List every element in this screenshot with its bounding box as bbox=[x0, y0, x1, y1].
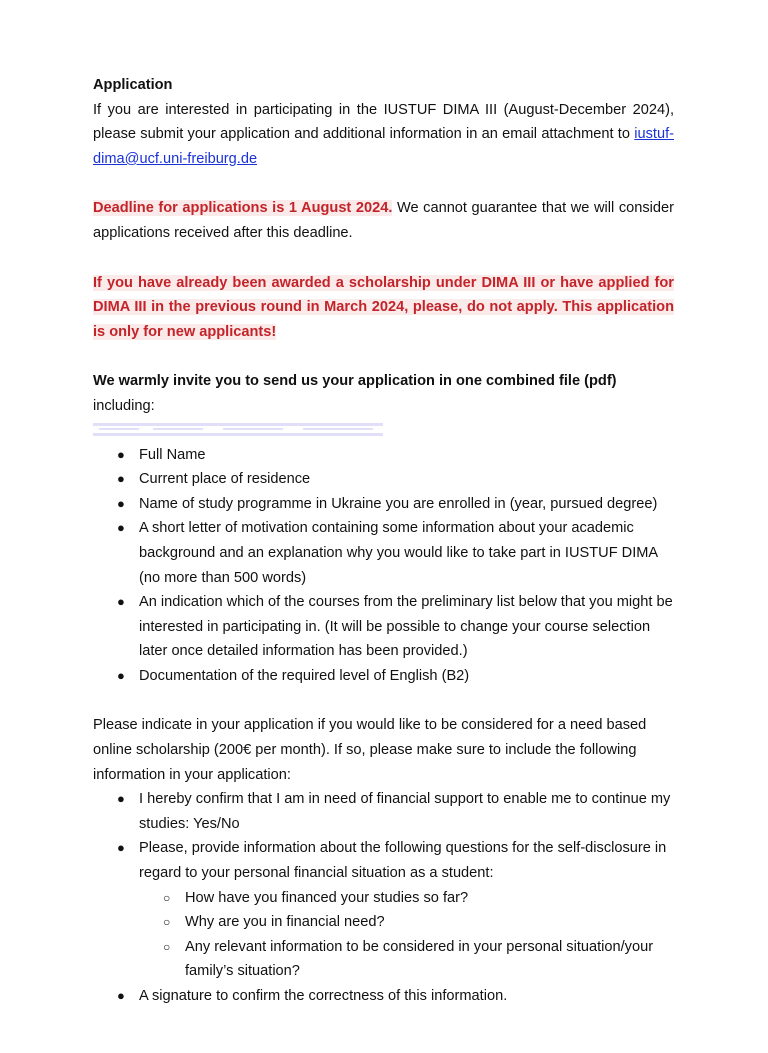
sub-list-item: ○ How have you financed your studies so far? bbox=[139, 886, 674, 911]
list-item: ● I hereby confirm that I am in need of financial support to enable me to continue my studies: Yes/No bbox=[93, 787, 674, 836]
list-item: ● A signature to confirm the correctness of this information. bbox=[93, 984, 674, 1009]
bullet-icon: ● bbox=[117, 594, 125, 610]
invite-rest: including: bbox=[93, 397, 155, 414]
deadline-note: We cannot guarantee that we will consider applications received after this deadline. bbox=[93, 200, 674, 241]
list-item: ● Full Name bbox=[93, 443, 674, 468]
warning-text: If you have already been awarded a scholarship under DIMA III or have applied for DIMA III in the previous round in March 2024, please, do not apply. This application is only for new applicants! bbox=[93, 274, 674, 340]
intro-text: If you are interested in participating in the IUSTUF DIMA III (August-December 2024), please submit your application and additional information in an email attachment to bbox=[93, 101, 674, 143]
bullet-icon: ● bbox=[117, 667, 125, 683]
circle-bullet-icon: ○ bbox=[163, 890, 171, 905]
list-item: ● Name of study programme in Ukraine you are enrolled in (year, pursued degree) bbox=[93, 492, 674, 517]
warning-paragraph bbox=[93, 271, 674, 345]
invite-paragraph bbox=[93, 369, 674, 418]
list-item: ● An indication which of the courses from the preliminary list below that you might be interested in participating in. (It will be possible to change your course selection later once detailed information has been provided.) bbox=[93, 590, 674, 664]
invite-bold: We warmly invite you to send us your application in one combined file (pdf) bbox=[93, 373, 617, 390]
circle-bullet-icon: ○ bbox=[163, 915, 171, 930]
email-link[interactable]: iustuf-dima@ucf.uni-freiburg.de bbox=[93, 126, 674, 167]
list-item: ● Documentation of the required level of English (B2) bbox=[93, 664, 674, 689]
list-item: ● Please, provide information about the following questions for the self-disclosure in regard to your personal financial situation as a student: ○ How have you financed your studies so far? ○ Why are you in financial need? ○ Any relevant information to be considered in your personal situation/your family’s situation? bbox=[93, 836, 674, 984]
sub-list-item: ○ Why are you in financial need? bbox=[139, 910, 674, 935]
circle-bullet-icon: ○ bbox=[163, 939, 171, 954]
bullet-icon: ● bbox=[117, 471, 125, 487]
list-item: ● Current place of residence bbox=[93, 467, 674, 492]
deadline-highlight: Deadline for applications is 1 August 2024. bbox=[93, 200, 393, 217]
deadline-paragraph bbox=[93, 196, 674, 245]
list-item: ● A short letter of motivation containing some information about your academic background and an explanation why you would like to take part in IUSTUF DIMA (no more than 500 words) bbox=[93, 516, 674, 590]
document-page bbox=[93, 73, 674, 1009]
questions-list bbox=[139, 886, 674, 984]
bullet-icon: ● bbox=[117, 988, 125, 1003]
intro-paragraph bbox=[93, 98, 674, 172]
bullet-icon: ● bbox=[117, 495, 125, 511]
requirements-list bbox=[93, 443, 674, 689]
bullet-icon: ● bbox=[117, 840, 125, 856]
bullet-icon: ● bbox=[117, 520, 125, 536]
faint-scribble-mark bbox=[93, 419, 393, 443]
scholarship-paragraph: Please indicate in your application if you would like to be considered for a need based online scholarship (200€ per month). If so, please make sure to include the following information in your application: bbox=[93, 717, 647, 783]
bullet-icon: ● bbox=[117, 791, 125, 807]
scribble-area bbox=[93, 419, 674, 443]
bullet-icon: ● bbox=[117, 446, 125, 462]
sub-list-item: ○ Any relevant information to be considered in your personal situation/your family’s situation? bbox=[139, 935, 674, 984]
scholarship-list bbox=[93, 787, 674, 1008]
section-heading: Application bbox=[93, 77, 173, 93]
